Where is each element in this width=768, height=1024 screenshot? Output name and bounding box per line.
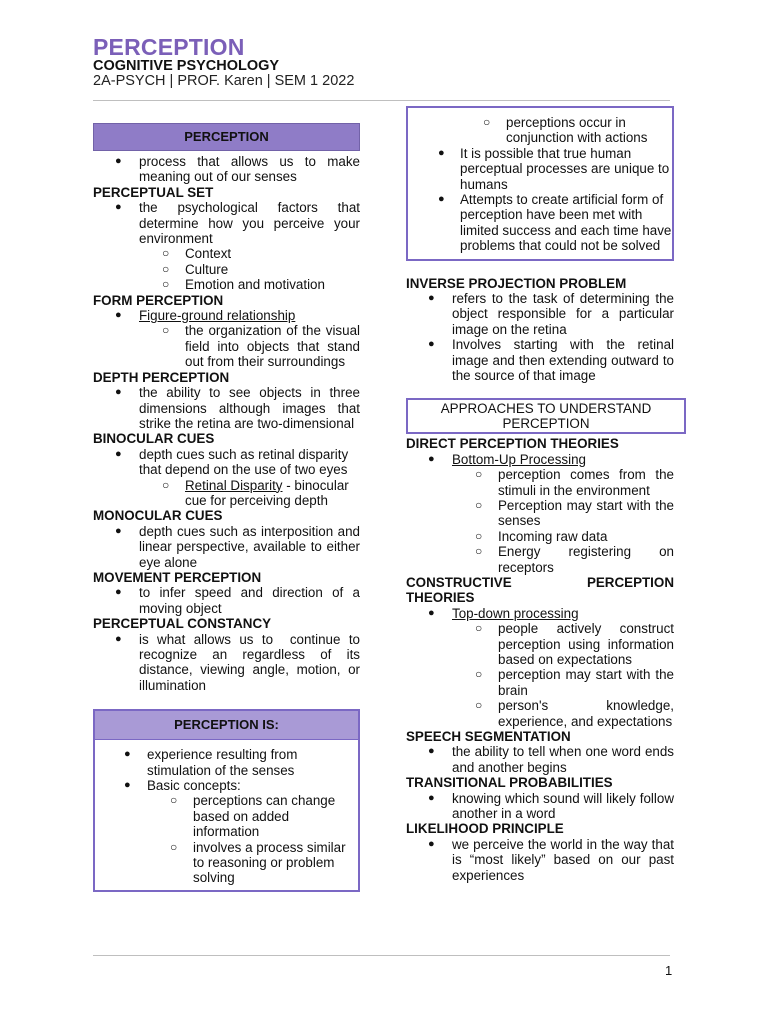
footer-divider	[93, 955, 670, 956]
circle-bullet-icon: ○	[162, 277, 170, 292]
section-heading: SPEECH SEGMENTATION	[406, 729, 571, 745]
circle-bullet-icon: ○	[475, 667, 483, 682]
bullet-icon: ●	[428, 606, 435, 619]
list-item: ● It is possible that true human perceptual processes are unique to humans	[438, 145, 670, 192]
bullet-icon: ●	[115, 309, 122, 322]
circle-bullet-icon: ○	[475, 621, 483, 636]
sub-list-item: ○ perception comes from the stimuli in the environment	[475, 467, 674, 498]
circle-bullet-icon: ○	[162, 477, 170, 492]
sub-list-item: ○ people actively construct perception using information based on expectations	[475, 621, 674, 667]
right-column	[406, 106, 674, 883]
section-heading: CONSTRUCTIVE PERCEPTION THEORIES	[406, 574, 674, 606]
bullet-icon: ●	[428, 292, 435, 305]
section-heading: INVERSE PROJECTION PROBLEM	[406, 275, 627, 291]
section-band-perception-is: PERCEPTION IS:	[95, 711, 358, 740]
list-item: ● the ability to tell when one word ends and another begins	[428, 744, 674, 775]
bullet-icon: ●	[115, 201, 122, 214]
list-item: ● experience resulting from stimulation of the senses	[124, 747, 298, 778]
section-heading: DIRECT PERCEPTION THEORIES	[406, 436, 619, 452]
list-item: ● to infer speed and direction of a moving object	[115, 585, 360, 616]
sub-list-item: ○ the organization of the visual field into objects that stand out from their surroundings	[162, 323, 360, 370]
list-item: ● process that allows us to make meaning out of our senses	[115, 154, 360, 185]
list-item: ● Figure-ground relationship	[115, 308, 296, 324]
list-item: ● is what allows us to continue to recognize an regardless of its distance, viewing angle, motion, or illumination	[115, 631, 364, 693]
course-meta: 2A-PSYCH | PROF. Karen | SEM 1 2022	[93, 73, 355, 89]
section-heading: MONOCULAR CUES	[93, 508, 223, 524]
perception-is-box	[93, 709, 360, 892]
sub-list-item: ○ Energy registering on receptors	[475, 544, 674, 575]
section-heading: PERCEPTUAL SET	[93, 184, 214, 200]
list-item: ● Involves starting with the retinal image and then extending outward to the source of that image	[428, 337, 674, 384]
section-heading: DEPTH PERCEPTION	[93, 369, 230, 385]
circle-bullet-icon: ○	[475, 497, 483, 512]
sub-list-item: ○ perceptions can change based on added information	[170, 793, 336, 840]
bullet-icon: ●	[115, 386, 122, 399]
bullet-icon: ●	[115, 447, 122, 460]
list-item: ● the ability to see objects in three dimensions although images that strike the retina are two-dimensional	[115, 385, 360, 431]
list-item: ● depth cues such as retinal disparity that depend on the use of two eyes	[115, 446, 349, 478]
sub-list-item: ○ involves a process similar to reasoning or problem solving	[170, 839, 346, 886]
circle-bullet-icon: ○	[162, 261, 170, 276]
circle-bullet-icon: ○	[162, 246, 170, 261]
bullet-icon: ●	[438, 146, 445, 159]
sub-list-item: ○ perception may start with the brain	[475, 667, 674, 698]
sub-list-item: ○ perceptions occur in conjunction with actions	[483, 115, 648, 146]
section-heading: LIKELIHOOD PRINCIPLE	[406, 821, 564, 837]
bullet-icon: ●	[115, 586, 122, 599]
circle-bullet-icon: ○	[483, 115, 491, 129]
list-item: ● refers to the task of determining the object responsible for a particular image on the retina	[428, 291, 674, 337]
circle-bullet-icon: ○	[475, 467, 483, 482]
sub-list-item: ○ Incoming raw data	[475, 528, 608, 544]
bullet-icon: ●	[124, 779, 131, 792]
list-item: ● knowing which sound will likely follow another in a word	[428, 790, 674, 822]
sub-list-item: ○ person's knowledge, experience, and expectations	[475, 698, 674, 729]
continued-box	[406, 106, 674, 261]
list-item: ● Top-down processing	[428, 605, 579, 621]
circle-bullet-icon: ○	[475, 528, 483, 543]
sub-list-item: ○ Context	[162, 246, 232, 262]
header-divider	[93, 100, 670, 101]
section-heading: MOVEMENT PERCEPTION	[93, 569, 262, 585]
bullet-icon: ●	[124, 748, 131, 761]
sub-list-item: ○ Culture	[162, 261, 229, 277]
page-number: 1	[665, 963, 673, 978]
section-heading: PERCEPTUAL CONSTANCY	[93, 616, 272, 632]
circle-bullet-icon: ○	[475, 544, 483, 559]
list-item: ● Attempts to create artificial form of perception have been met with limited success and each time have problems that could not be solved	[438, 192, 672, 254]
sub-list-item: ○ Emotion and motivation	[162, 277, 325, 293]
section-heading: BINOCULAR CUES	[93, 431, 215, 447]
section-heading: TRANSITIONAL PROBABILITIES	[406, 775, 613, 791]
circle-bullet-icon: ○	[162, 323, 170, 338]
bullet-icon: ●	[428, 745, 435, 758]
circle-bullet-icon: ○	[170, 793, 178, 808]
list-item: ● the psychological factors that determine how you perceive your environment	[115, 200, 360, 247]
page-title: PERCEPTION	[93, 34, 245, 60]
approaches-band: APPROACHES TO UNDERSTAND PERCEPTION	[406, 398, 686, 435]
circle-bullet-icon: ○	[475, 698, 483, 713]
list-item: ● Basic concepts:	[124, 778, 241, 794]
section-band-perception: PERCEPTION	[93, 123, 360, 151]
bullet-icon: ●	[428, 452, 435, 465]
circle-bullet-icon: ○	[170, 839, 178, 854]
bullet-icon: ●	[438, 193, 445, 206]
list-item: ● we perceive the world in the way that is “most likely” based on our past experiences	[428, 836, 674, 883]
bullet-icon: ●	[428, 837, 435, 850]
left-column	[93, 123, 364, 892]
course-subtitle: COGNITIVE PSYCHOLOGY	[93, 58, 280, 74]
section-heading: FORM PERCEPTION	[93, 292, 224, 308]
list-item: ● Bottom-Up Processing	[428, 451, 586, 467]
bullet-icon: ●	[115, 632, 122, 645]
bullet-icon: ●	[428, 338, 435, 351]
bullet-icon: ●	[428, 791, 435, 804]
list-item: ● depth cues such as interposition and linear perspective, available to either eye alone	[115, 523, 360, 570]
bullet-icon: ●	[115, 155, 122, 167]
sub-list-item: ○ Perception may start with the senses	[475, 497, 674, 529]
bullet-icon: ●	[115, 524, 122, 537]
sub-list-item: ○ Retinal Disparity - binocular cue for perceiving depth	[162, 477, 349, 508]
